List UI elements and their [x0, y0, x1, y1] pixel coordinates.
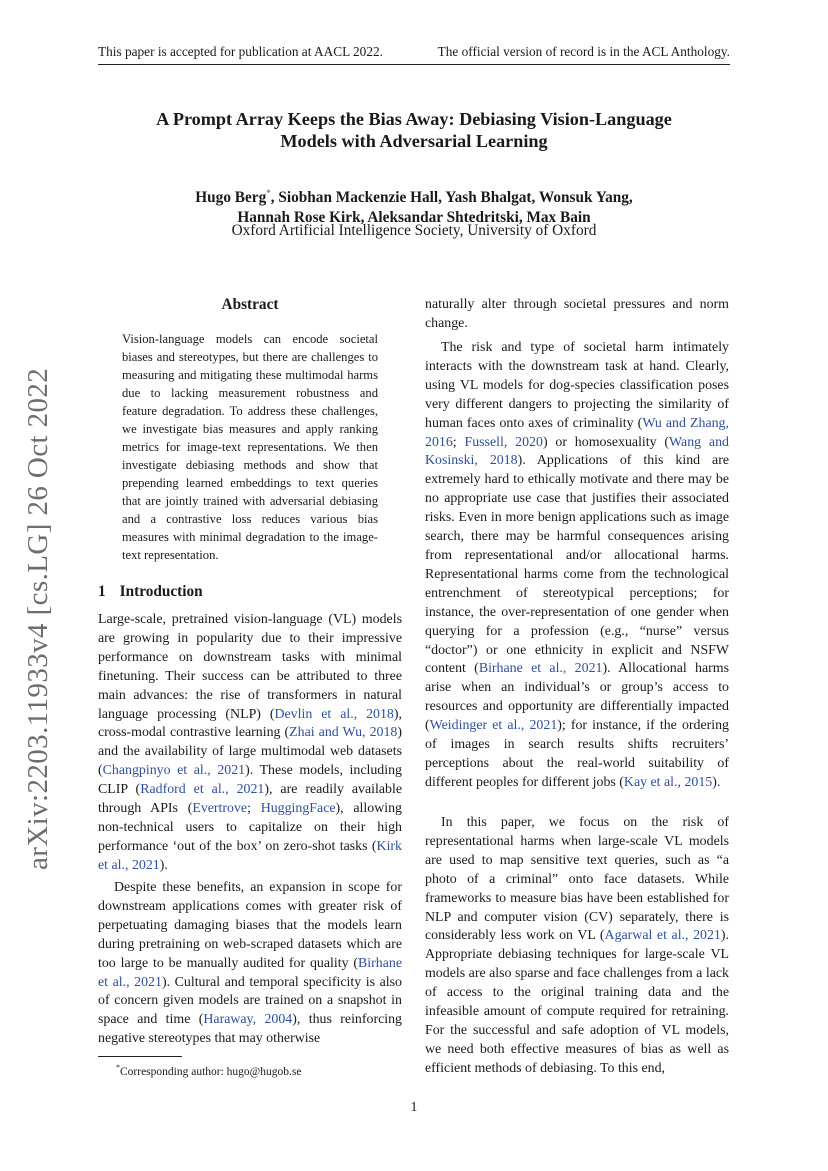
text-run: ).	[712, 774, 721, 790]
intro-paragraph-3	[425, 339, 729, 793]
intro-paragraph-2	[98, 879, 402, 1049]
footnote-rule	[98, 1056, 182, 1057]
text-run: ). Cultural and temporal specificity is also of concern given models are trained on a snapshot in space and time (	[98, 974, 402, 1028]
citation-link[interactable]: Evertrove	[192, 801, 248, 817]
text-run: Large-scale, pretrained vision-language (VL) models are growing in popularity due to their impressive performance on downstream tasks with minimal finetuning. Their success can be attributed to three main advances: the rise of transformers in natural language processing (NLP) (	[98, 612, 402, 722]
text-run: ). Allocational harms arise when an individual’s or group’s access to resources and opportunity are differentially impacted (	[425, 661, 730, 734]
citation-link[interactable]: Fussell, 2020	[464, 434, 543, 450]
citation-link[interactable]: Kay et al., 2015	[623, 774, 713, 790]
text-run: ).	[159, 857, 168, 873]
footnote-text: Corresponding author: hugo@hugob.se	[120, 1065, 302, 1078]
citation-link[interactable]: Radford et al., 2021	[140, 782, 265, 798]
author-line-2: Hannah Rose Kirk, Aleksandar Shtedritski, Max Bain	[237, 209, 591, 227]
citation-link[interactable]: Weidinger et al., 2021	[429, 718, 558, 734]
text-run: ). Applications of this kind are extremely hard to ethically motivate and there may be no appropriate use case that justifies their associated risks. Even in more benign applications such as image search, there may be harmful consequences arising from representational and/or allocational harms. Representational harms come from the technological entrenchment of stereotypical perceptions; for instance, the over-representation of one gender when querying for a profession (e.g., “nurse” versus “doctor”) or one ethnicity in explicit and NSFW content (	[425, 453, 729, 677]
citation-link[interactable]: HuggingFace	[260, 801, 336, 817]
intro-paragraph-4	[425, 814, 729, 1079]
page-header	[98, 44, 730, 66]
text-run: The risk and type of societal harm intimately interacts with the downstream task at hand. Clearly, using VL models for dog-species classification poses very different dangers to projecting the similarity of human faces onto axes of criminality (	[425, 340, 729, 431]
text-run: ), thus reinforcing negative stereotypes that may otherwise	[98, 1012, 402, 1047]
text-run: ); for instance, if the ordering of images in search results shifts recruiters’ perceptions about the real-world suitability of different peoples for different jobs (	[425, 718, 729, 790]
corresponding-author-mark[interactable]: *	[266, 188, 271, 198]
text-run: naturally alter through societal pressures and norm change.	[425, 297, 729, 331]
citation-link[interactable]: Changpinyo et al., 2021	[102, 763, 246, 779]
citation-link[interactable]: Devlin et al., 2018	[274, 706, 394, 722]
title-line-2: Models with Adversarial Learning	[280, 131, 548, 151]
affiliation: Oxford Artificial Intelligence Society, University of Oxford	[231, 222, 597, 239]
section-heading-introduction	[98, 583, 402, 601]
citation-link[interactable]: Agarwal et al., 2021	[604, 928, 721, 944]
paper-title	[98, 108, 730, 152]
header-rule	[98, 64, 730, 65]
citation-link[interactable]: Kirk et al., 2021	[98, 838, 402, 873]
section-title: Introduction	[119, 583, 203, 600]
citation-link[interactable]: Zhai and Wu, 2018	[289, 725, 398, 741]
text-run: ), allowing non-technical users to capitalize on their high performance ‘out of the box’ on zero-shot tasks (	[98, 801, 402, 854]
header-left-note: This paper is accepted for publication at AACL 2022.	[98, 44, 383, 59]
citation-link[interactable]: Wu and Zhang, 2016	[425, 415, 729, 450]
text-run: ) and the availability of large multimodal web datasets (	[98, 725, 402, 779]
intro-paragraph-2-continued	[425, 296, 729, 334]
text-run: ) or homosexuality (	[542, 434, 670, 450]
abstract-heading: Abstract	[221, 296, 279, 313]
title-line-1: A Prompt Array Keeps the Bias Away: Debiasing Vision-Language	[156, 109, 672, 129]
footnote	[116, 1063, 416, 1078]
header-right-note: The official version of record is in the ACL Anthology.	[437, 44, 730, 59]
text-run: In this paper, we focus on the risk of representational harms when large-scale VL models are used to map sensitive text queries, such as “a photo of a criminal” onto face datasets. While frameworks to measure bias have been established for NLP and computer vision (CV) separately, there is considerably less work on VL (	[425, 815, 729, 944]
citation-link[interactable]: Birhane et al., 2021	[478, 661, 603, 677]
first-author: Hugo Berg	[195, 189, 267, 207]
text-run: ), cross-modal contrastive learning (	[98, 706, 402, 741]
text-run: ), are readily available through APIs (	[98, 782, 403, 817]
citation-link[interactable]: Wang and Kosinski, 2018	[425, 434, 729, 469]
text-run: Despite these benefits, an expansion in scope for downstream applications comes with greater risk of perpetuating damaging biases that the models learn during pretraining on web-scraped datasets which are too large to be manually audited for quality (	[98, 880, 402, 971]
text-run: ). Appropriate debiasing techniques for large-scale VL models are also sparse and face challenges from a lack of access to the original training data and the infeasible amount of compute required for retraining. For the successful and safe adoption of VL models, we need both effective measures of bias as well as efficient methods of debiasing. To this end,	[425, 928, 729, 1076]
text-run: ;	[247, 801, 261, 817]
page-number: 1	[410, 1100, 418, 1115]
author-line-1	[98, 183, 730, 208]
text-run: ;	[452, 434, 465, 450]
abstract-text: Vision-language models can encode societal biases and stereotypes, but there are challenges to measuring and mitigating these multimodal harms due to lacking measurement robustness and feature degradation. To address these challenges, we investigate bias measures and apply ranking metrics for image-text representations. We then investigate debiasing methods and show that prepending learned embeddings to text queries that are jointly trained with adversarial debiasing and a contrastive loss reduces various bias measures with minimal degradation to the image-text representation.	[122, 332, 378, 562]
citation-link[interactable]: Birhane et al., 2021	[98, 955, 402, 990]
intro-paragraph-1	[98, 611, 402, 876]
arxiv-stamp: arXiv:2203.11933v4 [cs.LG] 26 Oct 2022	[22, 367, 54, 870]
footnote-mark: *	[116, 1063, 120, 1072]
text-run: ). These models, including CLIP (	[98, 763, 402, 798]
section-number: 1	[98, 583, 106, 600]
author-line-1-rest: , Siobhan Mackenzie Hall, Yash Bhalgat, Wonsuk Yang,	[270, 189, 633, 207]
citation-link[interactable]: Haraway, 2004	[203, 1012, 293, 1028]
